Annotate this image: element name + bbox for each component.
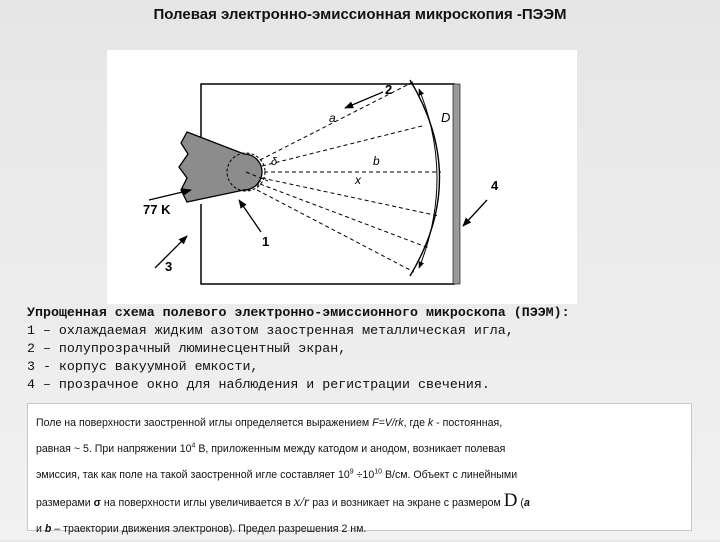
note-line-1 (36, 410, 683, 436)
caption-item: 2 – полупрозрачный люминесцентный экран, (27, 341, 347, 356)
label-3: 3 (165, 259, 173, 274)
field-formula: F=V/rk (372, 417, 404, 429)
note-line-3 (36, 462, 683, 488)
note-text: – траектории движения электронов). Предел разрешения 2 нм. (51, 523, 367, 535)
diagram-caption (27, 304, 707, 394)
observation-window (453, 84, 460, 284)
page-title: Полевая электронно-эмиссионная микроскопия -ПЭЭМ (153, 6, 567, 23)
trajectory-b: b (44, 523, 52, 535)
note-text: Поле на поверхности заостренной иглы определяется выражением (36, 417, 373, 429)
note-text: равная ~ 5. При напряжении 10 (36, 443, 192, 455)
trajectory-a: a (523, 497, 530, 509)
pointer-arrow-4 (463, 200, 487, 226)
sigma-symbol: σ (93, 497, 101, 509)
label-x: x (355, 173, 361, 187)
label-r: r (257, 178, 261, 190)
note-line-2 (36, 436, 683, 462)
caption-heading: Упрощенная схема полевого электронно-эмиссионного микроскопа (ПЭЭМ): (27, 305, 570, 320)
note-text: ( (517, 497, 524, 509)
note-text: В, приложенным между катодом и анодом, возникает полевая (195, 443, 506, 455)
note-text: на поверхности иглы увеличивается в (100, 497, 294, 509)
constant-k: k (427, 417, 434, 429)
note-text: , где (403, 417, 428, 429)
exponent: 4 (191, 442, 196, 450)
note-text: раз и возникает на экране с размером (309, 497, 504, 509)
note-text: - постоянная, (433, 417, 503, 429)
note-line-5 (36, 516, 683, 542)
note-text: и (36, 523, 45, 535)
label-1: 1 (262, 234, 270, 249)
note-text: размерами (36, 497, 94, 509)
label-77k: 77 K (143, 202, 171, 217)
screen-size-arrow (419, 89, 437, 268)
metal-needle (179, 132, 262, 202)
note-line-4 (36, 488, 683, 516)
caption-item: 1 – охлаждаемая жидким азотом заостренная металлическая игла, (27, 323, 514, 338)
label-a: a (329, 111, 336, 125)
screen-size-symbol: D (503, 490, 518, 511)
microscope-diagram (107, 50, 577, 304)
caption-item: 4 – прозрачное окно для наблюдения и регистрации свечения. (27, 377, 490, 392)
pointer-arrow-1 (239, 200, 261, 232)
exponent: 9 (349, 468, 354, 476)
label-D: D (441, 110, 451, 125)
exponent: 10 (374, 468, 383, 476)
explanation-box (27, 403, 692, 535)
note-text: ÷10 (353, 469, 375, 481)
label-b: b (373, 154, 380, 168)
pointer-arrow-2 (345, 92, 383, 108)
electron-trajectories (246, 82, 441, 272)
note-text: В/см. Объект с линейными (382, 469, 518, 481)
note-text: эмиссия, так как поле на такой заостренной игле составляет 10 (36, 469, 350, 481)
label-delta: δ (271, 156, 278, 168)
caption-item: 3 - корпус вакуумной емкости, (27, 359, 259, 374)
label-2: 2 (385, 82, 393, 97)
magnification-ratio: x/r (293, 495, 310, 510)
label-4: 4 (491, 178, 499, 193)
